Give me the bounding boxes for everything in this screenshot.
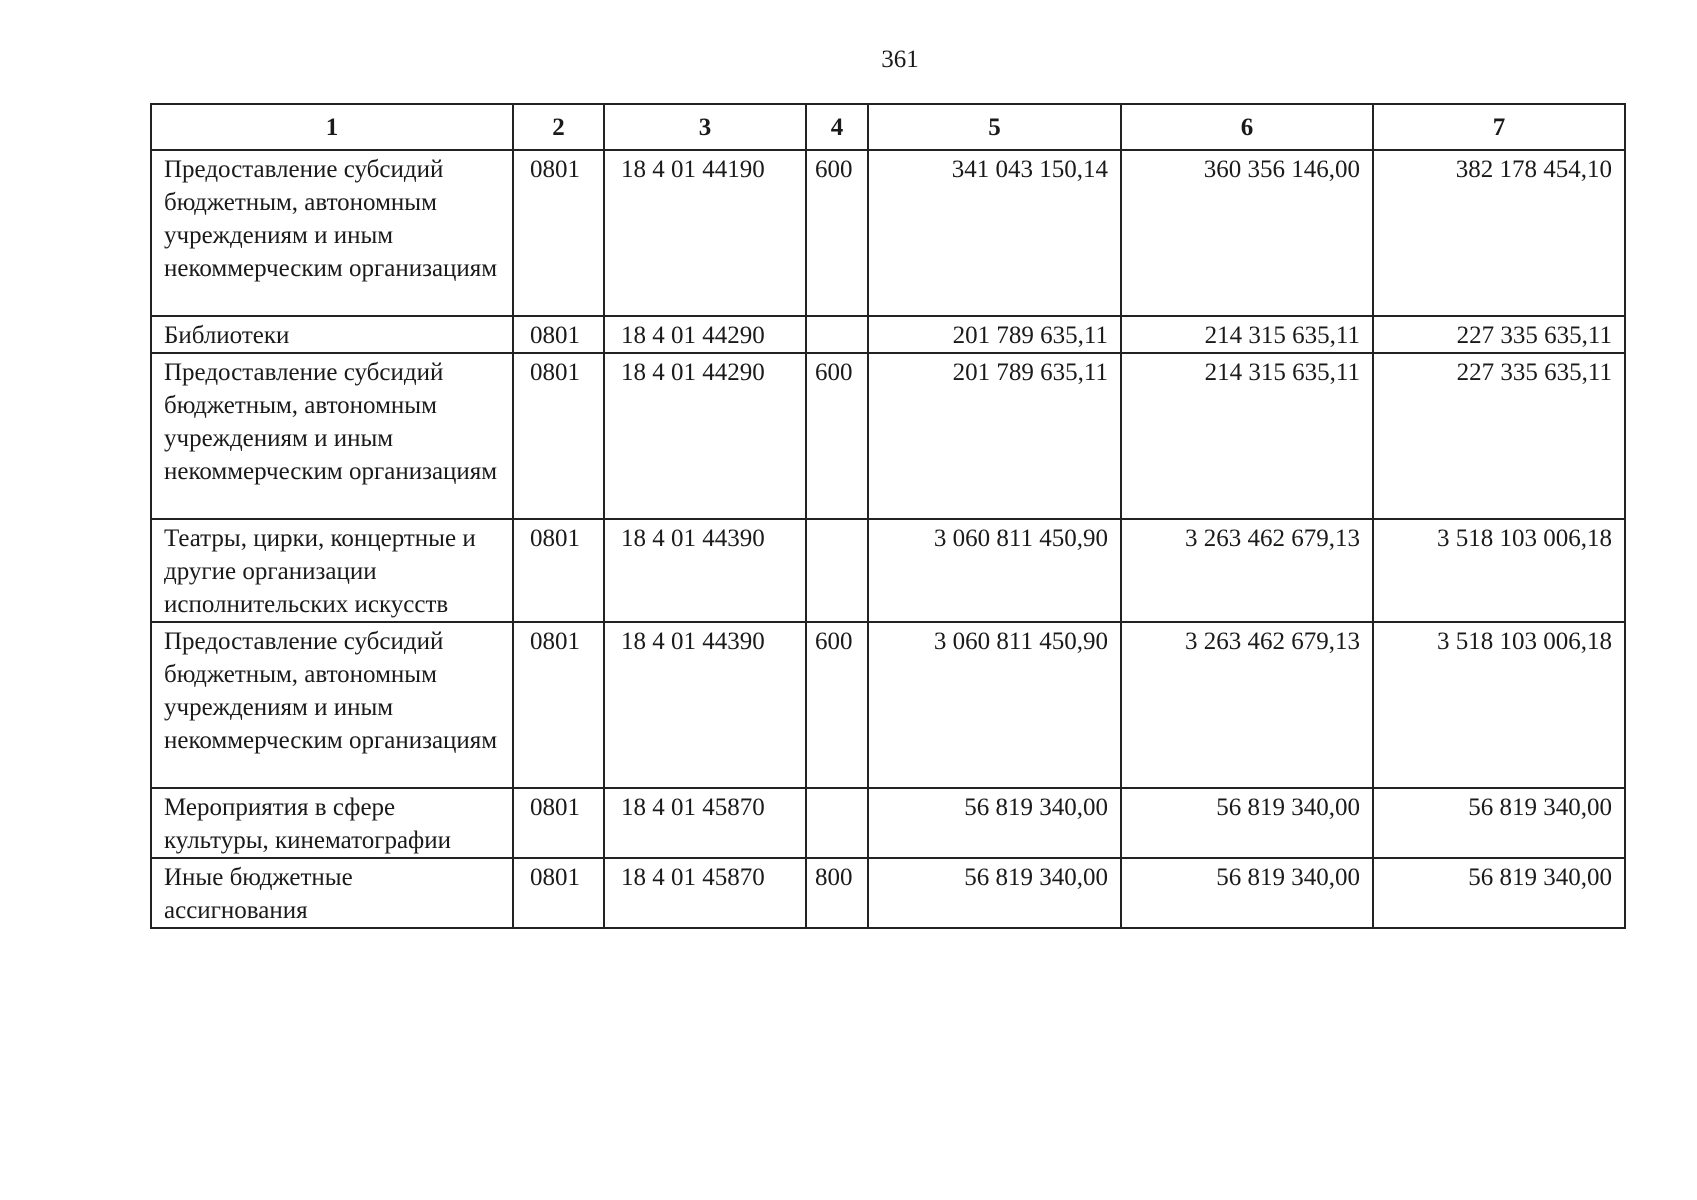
value-col-5: 201 789 635,11 — [868, 316, 1121, 353]
value-col-6: 56 819 340,00 — [1121, 788, 1373, 858]
target-code: 18 4 01 44390 — [604, 622, 806, 788]
expense-type-code: 600 — [806, 622, 868, 788]
row-name: Театры, цирки, концертные и другие организации исполнительских искусств — [151, 519, 513, 622]
column-header-2: 2 — [513, 104, 604, 150]
expense-type-code — [806, 519, 868, 622]
section-code: 0801 — [513, 353, 604, 519]
row-name: Предоставление субсидий бюджетным, автономным учреждениям и иным некоммерческим организациям — [151, 150, 513, 316]
table-row — [151, 519, 1625, 622]
value-col-5: 3 060 811 450,90 — [868, 622, 1121, 788]
expense-type-code — [806, 788, 868, 858]
table-row — [151, 622, 1625, 788]
value-col-6: 360 356 146,00 — [1121, 150, 1373, 316]
value-col-7: 3 518 103 006,18 — [1373, 519, 1625, 622]
header-row — [151, 104, 1625, 150]
value-col-5: 56 819 340,00 — [868, 858, 1121, 928]
expense-type-code: 800 — [806, 858, 868, 928]
table-row — [151, 858, 1625, 928]
target-code: 18 4 01 44290 — [604, 353, 806, 519]
page-number: 361 — [881, 46, 919, 73]
value-col-5: 56 819 340,00 — [868, 788, 1121, 858]
column-header-5: 5 — [868, 104, 1121, 150]
table-body — [151, 150, 1625, 928]
value-col-6: 56 819 340,00 — [1121, 858, 1373, 928]
budget-table — [150, 103, 1626, 929]
table-row — [151, 788, 1625, 858]
column-header-4: 4 — [806, 104, 868, 150]
value-col-5: 3 060 811 450,90 — [868, 519, 1121, 622]
row-name: Библиотеки — [151, 316, 513, 353]
column-header-7: 7 — [1373, 104, 1625, 150]
target-code: 18 4 01 44390 — [604, 519, 806, 622]
value-col-7: 3 518 103 006,18 — [1373, 622, 1625, 788]
expense-type-code: 600 — [806, 150, 868, 316]
table-header — [151, 104, 1625, 150]
section-code: 0801 — [513, 519, 604, 622]
value-col-7: 227 335 635,11 — [1373, 353, 1625, 519]
value-col-5: 201 789 635,11 — [868, 353, 1121, 519]
expense-type-code: 600 — [806, 353, 868, 519]
value-col-6: 3 263 462 679,13 — [1121, 519, 1373, 622]
value-col-6: 214 315 635,11 — [1121, 353, 1373, 519]
value-col-7: 56 819 340,00 — [1373, 858, 1625, 928]
column-header-6: 6 — [1121, 104, 1373, 150]
target-code: 18 4 01 45870 — [604, 788, 806, 858]
value-col-6: 214 315 635,11 — [1121, 316, 1373, 353]
column-header-3: 3 — [604, 104, 806, 150]
value-col-7: 56 819 340,00 — [1373, 788, 1625, 858]
target-code: 18 4 01 44290 — [604, 316, 806, 353]
row-name: Мероприятия в сфере культуры, кинематографии — [151, 788, 513, 858]
column-header-1: 1 — [151, 104, 513, 150]
table-row — [151, 353, 1625, 519]
section-code: 0801 — [513, 622, 604, 788]
expense-type-code — [806, 316, 868, 353]
table-row — [151, 150, 1625, 316]
section-code: 0801 — [513, 316, 604, 353]
section-code: 0801 — [513, 858, 604, 928]
value-col-6: 3 263 462 679,13 — [1121, 622, 1373, 788]
value-col-7: 382 178 454,10 — [1373, 150, 1625, 316]
section-code: 0801 — [513, 150, 604, 316]
row-name: Предоставление субсидий бюджетным, автономным учреждениям и иным некоммерческим организациям — [151, 353, 513, 519]
row-name: Иные бюджетные ассигнования — [151, 858, 513, 928]
value-col-5: 341 043 150,14 — [868, 150, 1121, 316]
value-col-7: 227 335 635,11 — [1373, 316, 1625, 353]
target-code: 18 4 01 44190 — [604, 150, 806, 316]
table-row — [151, 316, 1625, 353]
target-code: 18 4 01 45870 — [604, 858, 806, 928]
row-name: Предоставление субсидий бюджетным, автономным учреждениям и иным некоммерческим организациям — [151, 622, 513, 788]
section-code: 0801 — [513, 788, 604, 858]
